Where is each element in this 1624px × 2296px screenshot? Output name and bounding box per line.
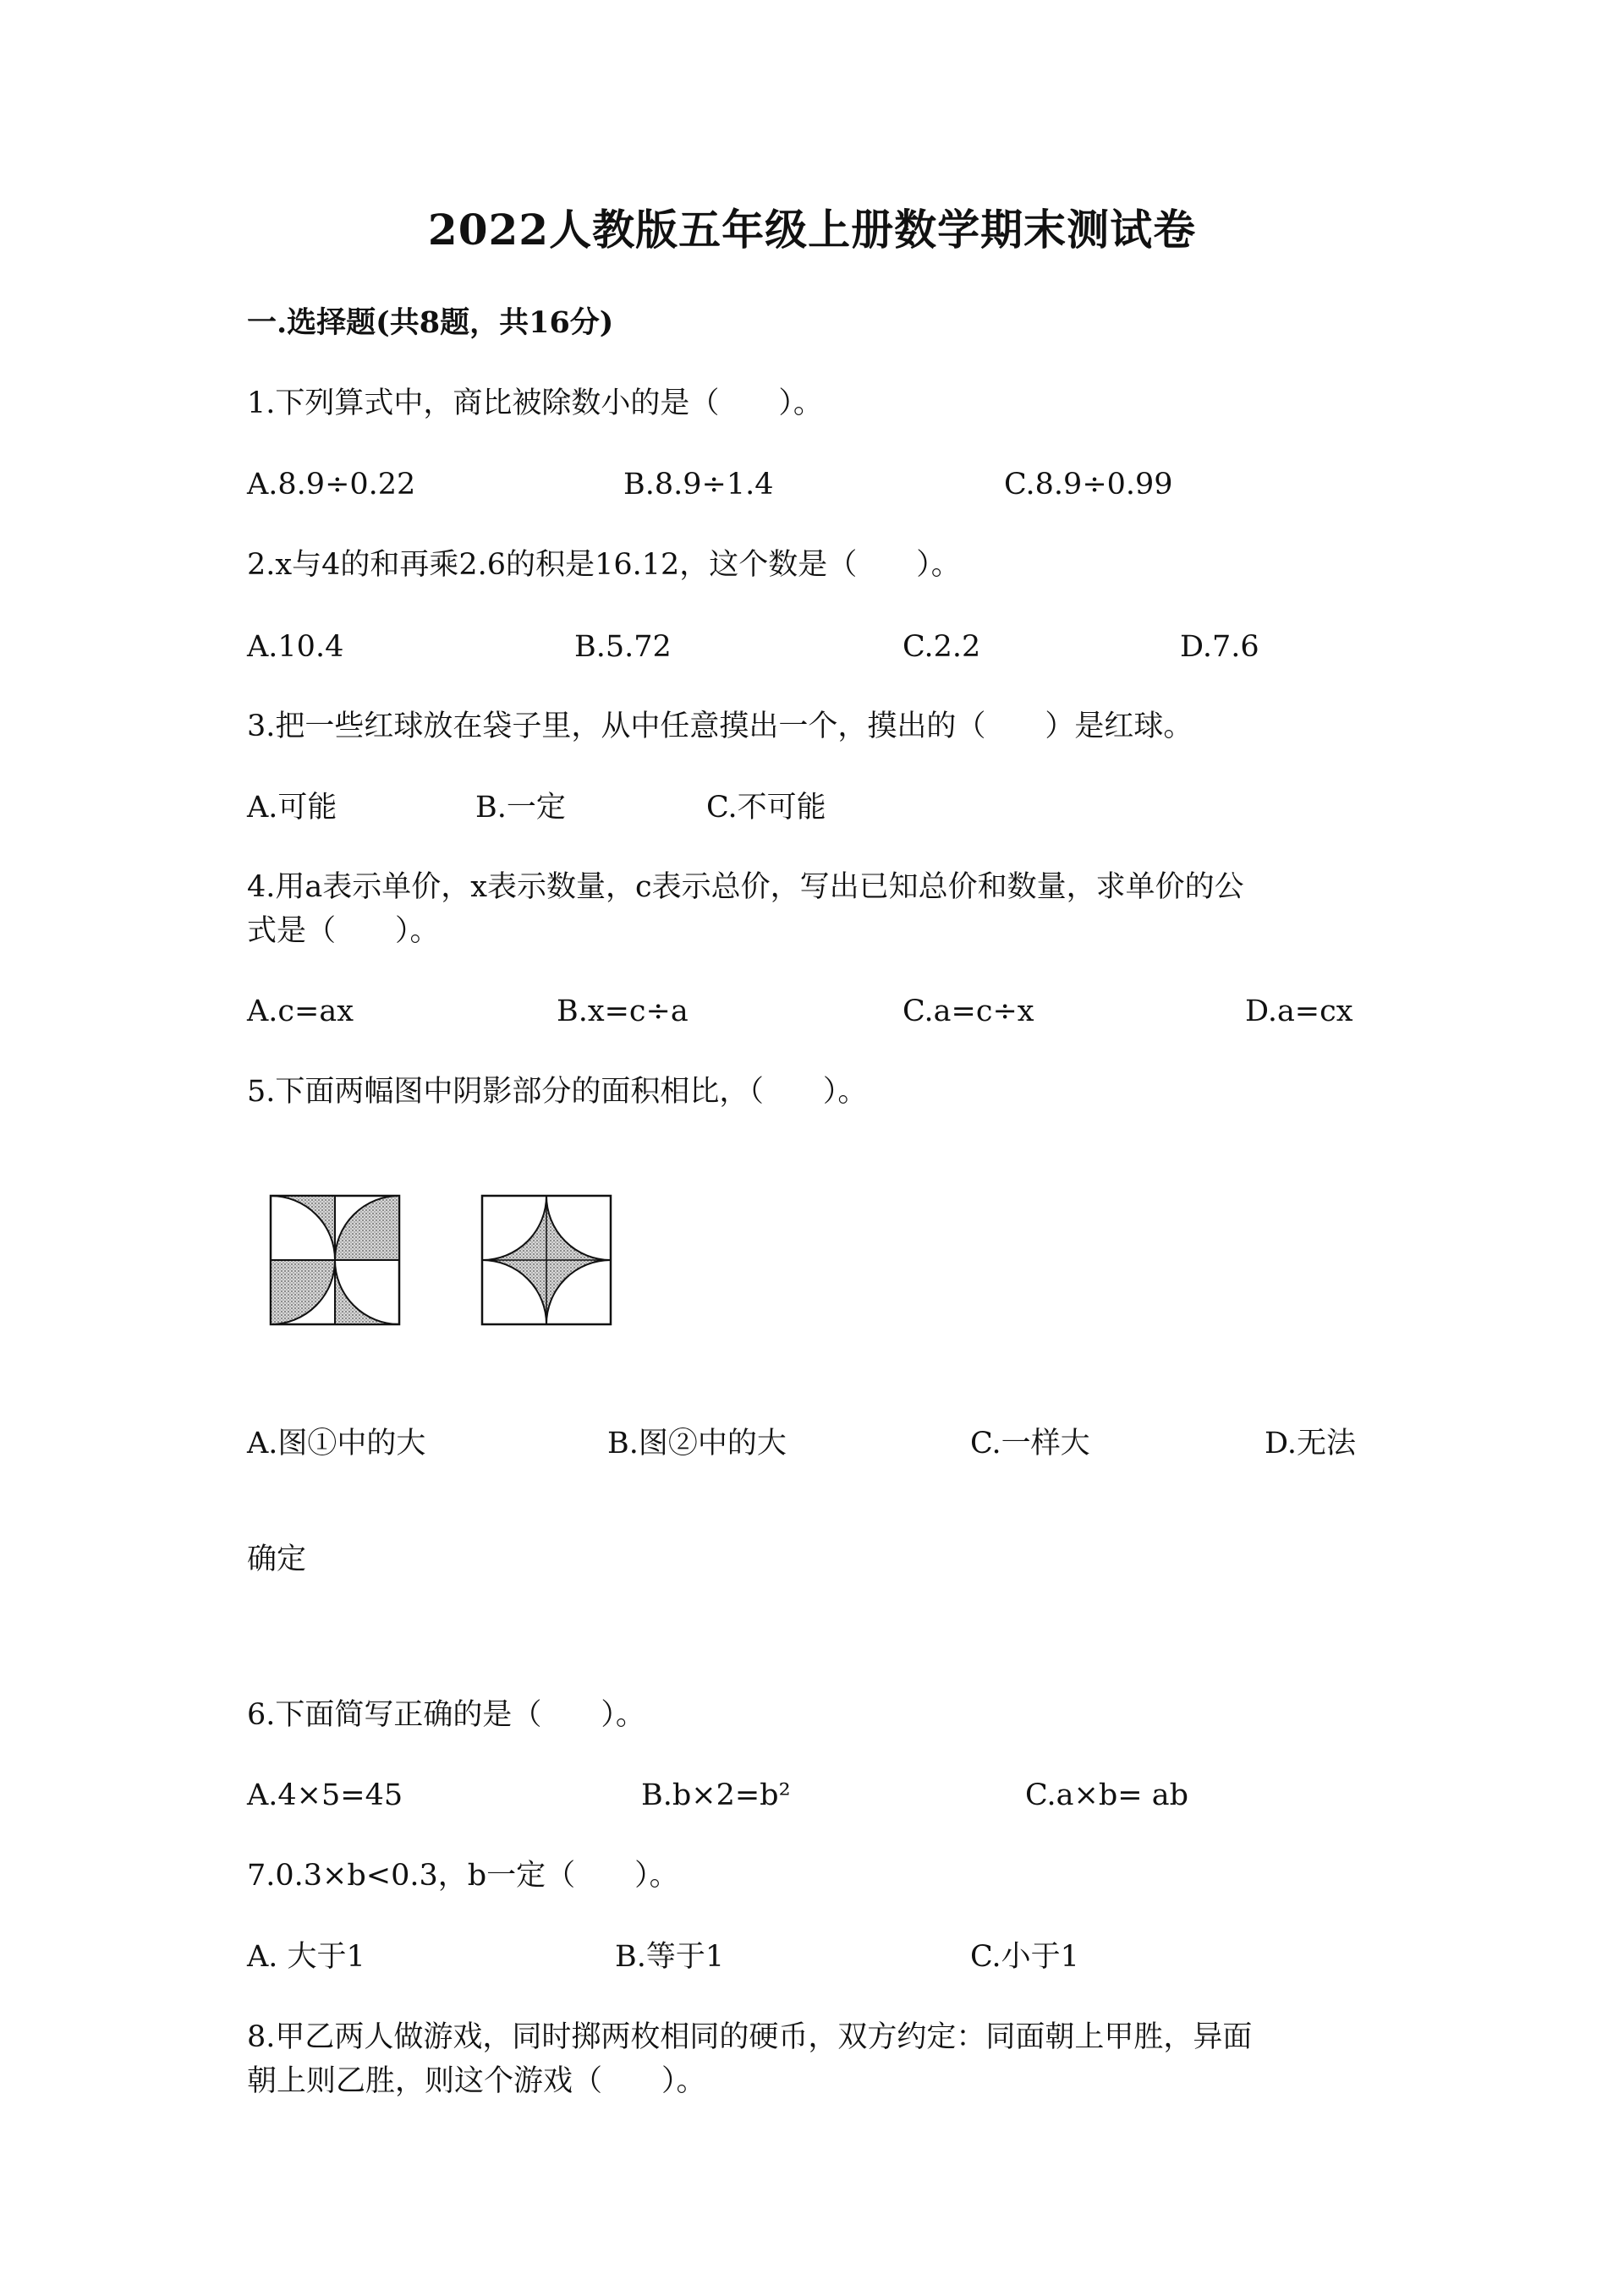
question-3: 3.把一些红球放在袋子里，从中任意摸出一个，摸出的（ ）是红球。 bbox=[247, 710, 1193, 743]
q5-option-c: C.一样大 bbox=[970, 1427, 1090, 1460]
q4-option-c: C.a=c÷x bbox=[903, 995, 1034, 1028]
q2-option-d: D.7.6 bbox=[1180, 630, 1259, 664]
question-7: 7.0.3×b<0.3，b一定（ ）。 bbox=[247, 1859, 679, 1893]
q4-option-a: A.c=ax bbox=[247, 995, 354, 1028]
q2-option-c: C.2.2 bbox=[903, 630, 981, 664]
q7-option-a: A. 大于1 bbox=[247, 1940, 365, 1974]
q2-option-a: A.10.4 bbox=[247, 630, 344, 664]
q3-option-c: C.不可能 bbox=[706, 791, 826, 825]
figure-2-star bbox=[479, 1192, 614, 1328]
q4-option-b: B.x=c÷a bbox=[557, 995, 689, 1028]
q5-option-a: A.图①中的大 bbox=[247, 1427, 426, 1460]
q3-option-a: A.可能 bbox=[247, 791, 337, 825]
question-5: 5.下面两幅图中阴影部分的面积相比，（ ）。 bbox=[247, 1075, 868, 1109]
question-2: 2.x与4的和再乘2.6的积是16.12，这个数是（ ）。 bbox=[247, 548, 961, 582]
q1-option-b: B.8.9÷1.4 bbox=[623, 468, 774, 501]
q3-option-b: B.一定 bbox=[475, 791, 566, 825]
question-8-line-1: 8.甲乙两人做游戏，同时掷两枚相同的硬币，双方约定：同面朝上甲胜，异面 bbox=[247, 2020, 1253, 2054]
question-8-line-2: 朝上则乙胜，则这个游戏（ ）。 bbox=[247, 2064, 706, 2098]
page-title: 2022人教版五年级上册数学期末测试卷 bbox=[427, 205, 1197, 255]
question-4-line-1: 4.用a表示单价，x表示数量，c表示总价，写出已知总价和数量，求单价的公 bbox=[247, 870, 1244, 904]
question-6: 6.下面简写正确的是（ ）。 bbox=[247, 1698, 645, 1732]
q7-option-c: C.小于1 bbox=[970, 1940, 1079, 1974]
q5-option-d-continued: 确定 bbox=[247, 1543, 307, 1576]
q1-option-a: A.8.9÷0.22 bbox=[247, 468, 416, 501]
section-heading: 一.选择题(共8题，共16分) bbox=[247, 305, 614, 340]
q5-option-b: B.图②中的大 bbox=[607, 1427, 787, 1460]
q2-option-b: B.5.72 bbox=[574, 630, 672, 664]
question-4-line-2: 式是（ ）。 bbox=[247, 914, 440, 948]
q5-option-d: D.无法 bbox=[1265, 1427, 1356, 1460]
q6-option-b: B.b×2=b² bbox=[641, 1778, 791, 1812]
q7-option-b: B.等于1 bbox=[615, 1940, 725, 1974]
q4-option-d: D.a=cx bbox=[1245, 995, 1353, 1028]
q6-option-c: C.a×b= ab bbox=[1025, 1778, 1188, 1812]
q1-option-c: C.8.9÷0.99 bbox=[1004, 468, 1173, 501]
figure-1-pinwheel bbox=[267, 1192, 403, 1328]
question-1: 1.下列算式中，商比被除数小的是（ ）。 bbox=[247, 386, 823, 420]
q6-option-a: A.4×5=45 bbox=[247, 1778, 403, 1812]
